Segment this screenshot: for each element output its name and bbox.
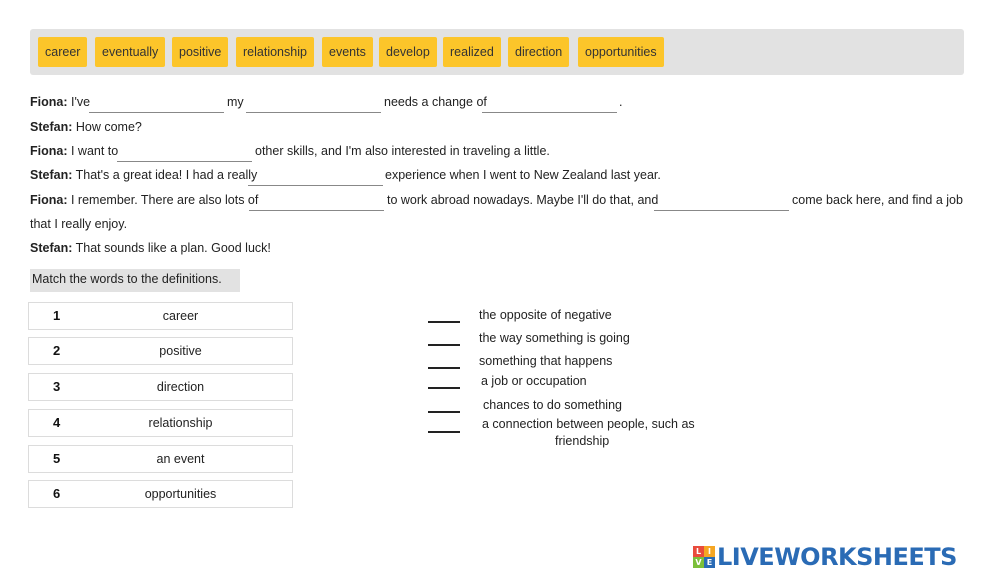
word-chip-positive[interactable]: positive xyxy=(172,37,228,67)
dialogue-line-6 xyxy=(30,214,330,234)
dialogue-line-5 xyxy=(30,190,970,210)
answer-blank-2[interactable] xyxy=(246,95,381,113)
dialogue-text: I remember. There are also lots of xyxy=(70,193,259,207)
match-answer-3[interactable] xyxy=(428,357,460,369)
speaker-label: Stefan: xyxy=(30,241,73,255)
speaker-label: Stefan: xyxy=(30,120,73,134)
item-number: 3 xyxy=(53,379,61,394)
dialogue-line-1 xyxy=(30,92,970,112)
item-word: opportunities xyxy=(144,487,217,501)
word-chip-eventually[interactable]: eventually xyxy=(95,37,165,67)
match-item-1 xyxy=(28,302,293,330)
match-item-4 xyxy=(28,409,293,437)
item-number: 5 xyxy=(53,451,61,466)
answer-blank-3[interactable] xyxy=(482,95,617,113)
definition-text: something that happens xyxy=(479,354,613,368)
word-chip-realized[interactable]: realized xyxy=(443,37,501,67)
item-number: 4 xyxy=(53,415,61,430)
speaker-label: Fiona: xyxy=(30,95,68,109)
dialogue-text: That's a great idea! I had a really xyxy=(75,168,258,182)
liveworksheets-logo xyxy=(693,541,957,573)
item-word: career xyxy=(162,309,199,323)
dialogue-text: . xyxy=(619,95,623,109)
answer-blank-5[interactable] xyxy=(248,168,383,186)
match-item-6 xyxy=(28,480,293,508)
dialogue-text: I want to xyxy=(70,144,119,158)
word-chip-opportunities[interactable]: opportunities xyxy=(578,37,664,67)
word-chip-events[interactable]: events xyxy=(322,37,373,67)
dialogue-text: to work abroad nowadays. Maybe I'll do that, and xyxy=(387,193,659,207)
logo-icon: L I V E xyxy=(693,546,715,568)
match-answer-6[interactable] xyxy=(428,421,460,433)
definition-text: a connection between people, such as xyxy=(482,417,695,431)
item-word: direction xyxy=(156,380,205,394)
item-number: 1 xyxy=(53,308,61,323)
match-item-5 xyxy=(28,445,293,473)
definition-text: chances to do something xyxy=(483,398,622,412)
match-answer-5[interactable] xyxy=(428,401,460,413)
word-chip-direction[interactable]: direction xyxy=(508,37,569,67)
definition-text: a job or occupation xyxy=(481,374,587,388)
definition-text: the way something is going xyxy=(479,331,630,345)
item-word: an event xyxy=(156,452,205,466)
item-number: 6 xyxy=(53,486,61,501)
dialogue-text: I've xyxy=(70,95,91,109)
definition-text: the opposite of negative xyxy=(479,308,612,322)
item-word: relationship xyxy=(148,416,213,430)
word-chip-career[interactable]: career xyxy=(38,37,87,67)
match-answer-4[interactable] xyxy=(428,377,460,389)
dialogue-text: come back here, and find a job xyxy=(792,193,963,207)
dialogue-text: That sounds like a plan. Good luck! xyxy=(75,241,271,255)
dialogue-text: my xyxy=(227,95,244,109)
dialogue-text: needs a change of xyxy=(384,95,487,109)
match-instruction: Match the words to the definitions. xyxy=(30,269,240,292)
speaker-label: Fiona: xyxy=(30,144,68,158)
answer-blank-7[interactable] xyxy=(654,193,789,211)
match-item-3 xyxy=(28,373,293,401)
answer-blank-1[interactable] xyxy=(89,95,224,113)
item-number: 2 xyxy=(53,343,61,358)
dialogue-line-4 xyxy=(30,165,970,185)
item-word: positive xyxy=(159,344,202,358)
match-answer-2[interactable] xyxy=(428,334,460,346)
dialogue-text: How come? xyxy=(75,120,142,134)
dialogue-text: other skills, and I'm also interested in traveling a little. xyxy=(255,144,550,158)
dialogue-line-7 xyxy=(30,238,430,258)
dialogue-line-3 xyxy=(30,141,970,161)
match-item-2 xyxy=(28,337,293,365)
answer-blank-4[interactable] xyxy=(117,144,252,162)
dialogue-text: experience when I went to New Zealand last year. xyxy=(385,168,661,182)
dialogue-line-2 xyxy=(30,117,430,137)
logo-text: LIVEWORKSHEETS xyxy=(717,543,957,571)
match-answer-1[interactable] xyxy=(428,311,460,323)
speaker-label: Stefan: xyxy=(30,168,73,182)
word-chip-develop[interactable]: develop xyxy=(379,37,437,67)
answer-blank-6[interactable] xyxy=(249,193,384,211)
speaker-label: Fiona: xyxy=(30,193,68,207)
word-chip-relationship[interactable]: relationship xyxy=(236,37,314,67)
word-bank xyxy=(30,29,964,75)
dialogue-text: that I really enjoy. xyxy=(30,217,128,231)
definition-text: friendship xyxy=(555,434,610,448)
